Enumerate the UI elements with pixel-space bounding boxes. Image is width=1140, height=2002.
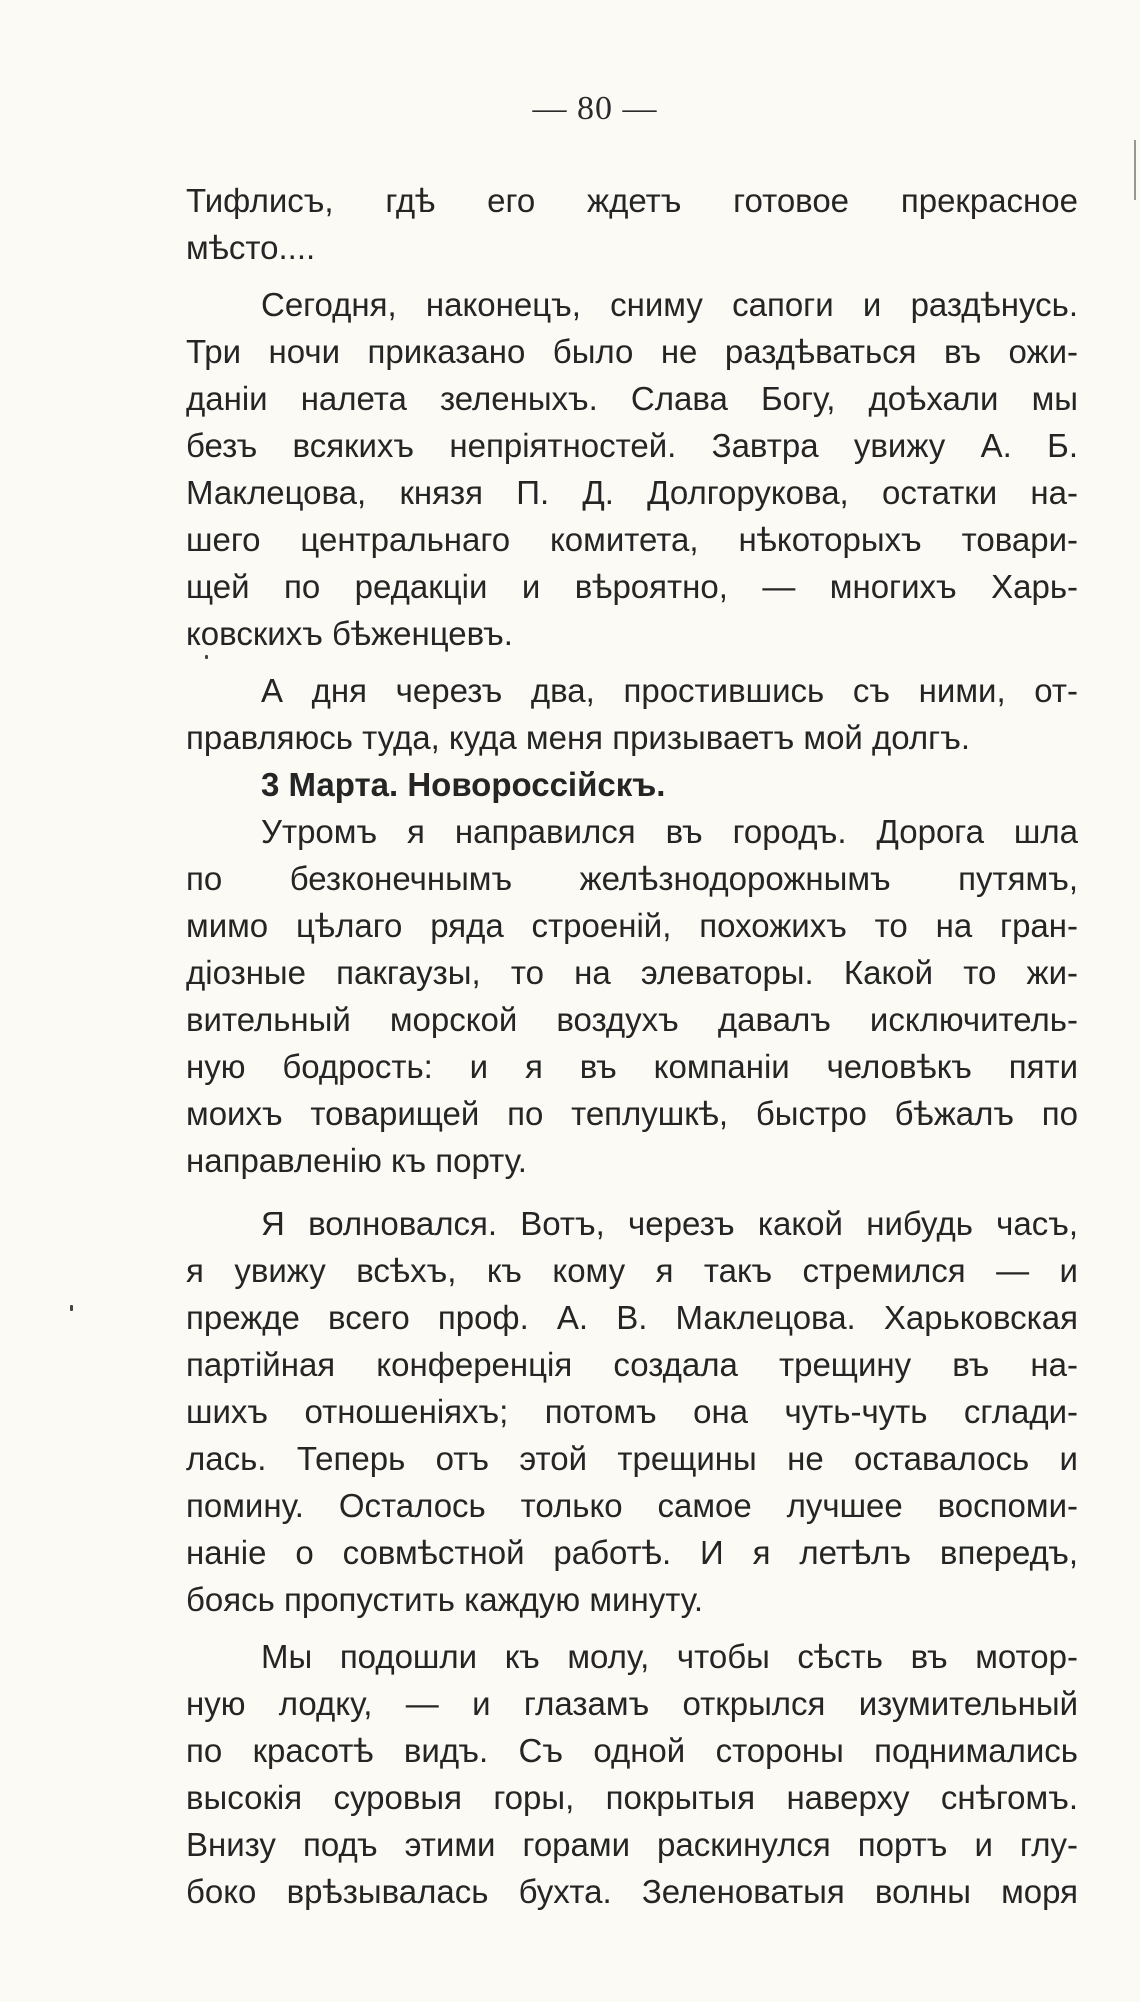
text-line: діозные пакгаузы, то на элеваторы. Какой то жи- [186, 954, 1078, 991]
text-line: партійная конференція создала трещину въ на- [186, 1346, 1078, 1383]
text-line: Три ночи приказано было не раздѣваться въ ожи- [186, 333, 1078, 370]
text-line: мимо цѣлаго ряда строеній, похожихъ то на гран- [186, 907, 1078, 944]
text-line: шихъ отношеніяхъ; потомъ она чуть-чуть сглади- [186, 1393, 1078, 1430]
text-line: безъ всякихъ непріятностей. Завтра увижу А. Б. [186, 427, 1078, 464]
paragraph-start-line: Мы подошли къ молу, чтобы сѣсть въ мотор- [261, 1638, 1078, 1675]
text-line: помину. Осталось только самое лучшее воспоми- [186, 1487, 1078, 1524]
text-line: я увижу всѣхъ, къ кому я такъ стремился — и [186, 1252, 1078, 1289]
paragraph-start-line: Утромъ я направился въ городъ. Дорога шла [261, 813, 1078, 850]
text-line: боко врѣзывалась бухта. Зеленоватыя волны моря [186, 1873, 1078, 1910]
text-line: по безконечнымъ желѣзнодорожнымъ путямъ, [186, 860, 1078, 897]
text-line: по красотѣ видъ. Съ одной стороны поднимались [186, 1732, 1078, 1769]
text-line: Внизу подъ этими горами раскинулся портъ и глу- [186, 1826, 1078, 1863]
body-text [186, 177, 1078, 1915]
text-line: Маклецова, князя П. Д. Долгорукова, остатки на- [186, 474, 1078, 511]
paragraph-start-line: Я волновался. Вотъ, черезъ какой нибудь часъ, [261, 1205, 1078, 1242]
text-line: прежде всего проф. А. В. Маклецова. Харьковская [186, 1299, 1078, 1336]
text-line: Тифлисъ, гдѣ его ждетъ готовое прекрасное [186, 182, 1078, 219]
page-edge-mark [1134, 140, 1136, 200]
date-heading: 3 Марта. Новороссійскъ. [261, 766, 666, 803]
text-line: высокія суровыя горы, покрытыя наверху снѣгомъ. [186, 1779, 1078, 1816]
text-line: направленію къ порту. [186, 1142, 527, 1179]
page-number: — 80 — [532, 90, 658, 127]
text-line: мѣсто.... [186, 229, 316, 266]
text-line: даніи налета зеленыхъ. Слава Богу, доѣхали мы [186, 380, 1078, 417]
text-line: шего центральнаго комитета, нѣкоторыхъ товари- [186, 521, 1078, 558]
text-line: боясь пропустить каждую минуту. [186, 1581, 704, 1618]
text-line: ную бодрость: и я въ компаніи человѣкъ пяти [186, 1048, 1078, 1085]
text-line: ную лодку, — и глазамъ открылся изумительный [186, 1685, 1078, 1722]
ink-speck [70, 1305, 73, 1311]
paragraph-start-line: Сегодня, наконецъ, сниму сапоги и раздѣнусь. [261, 286, 1078, 323]
paragraph-start-line: А дня черезъ два, простившись съ ними, от- [261, 672, 1078, 709]
text-line: наніе о совмѣстной работѣ. И я летѣлъ впередъ, [186, 1534, 1078, 1571]
text-line: правляюсь туда, куда меня призываетъ мой долгъ. [186, 719, 971, 756]
text-line: щей по редакціи и вѣроятно, — многихъ Харь- [186, 568, 1078, 605]
text-line: ковскихъ бѣженцевъ. [186, 615, 513, 652]
text-line: лась. Теперь отъ этой трещины не оставалось и [186, 1440, 1078, 1477]
text-line: моихъ товарищей по теплушкѣ, быстро бѣжалъ по [186, 1095, 1078, 1132]
text-line: вительный морской воздухъ давалъ исключитель- [186, 1001, 1078, 1038]
